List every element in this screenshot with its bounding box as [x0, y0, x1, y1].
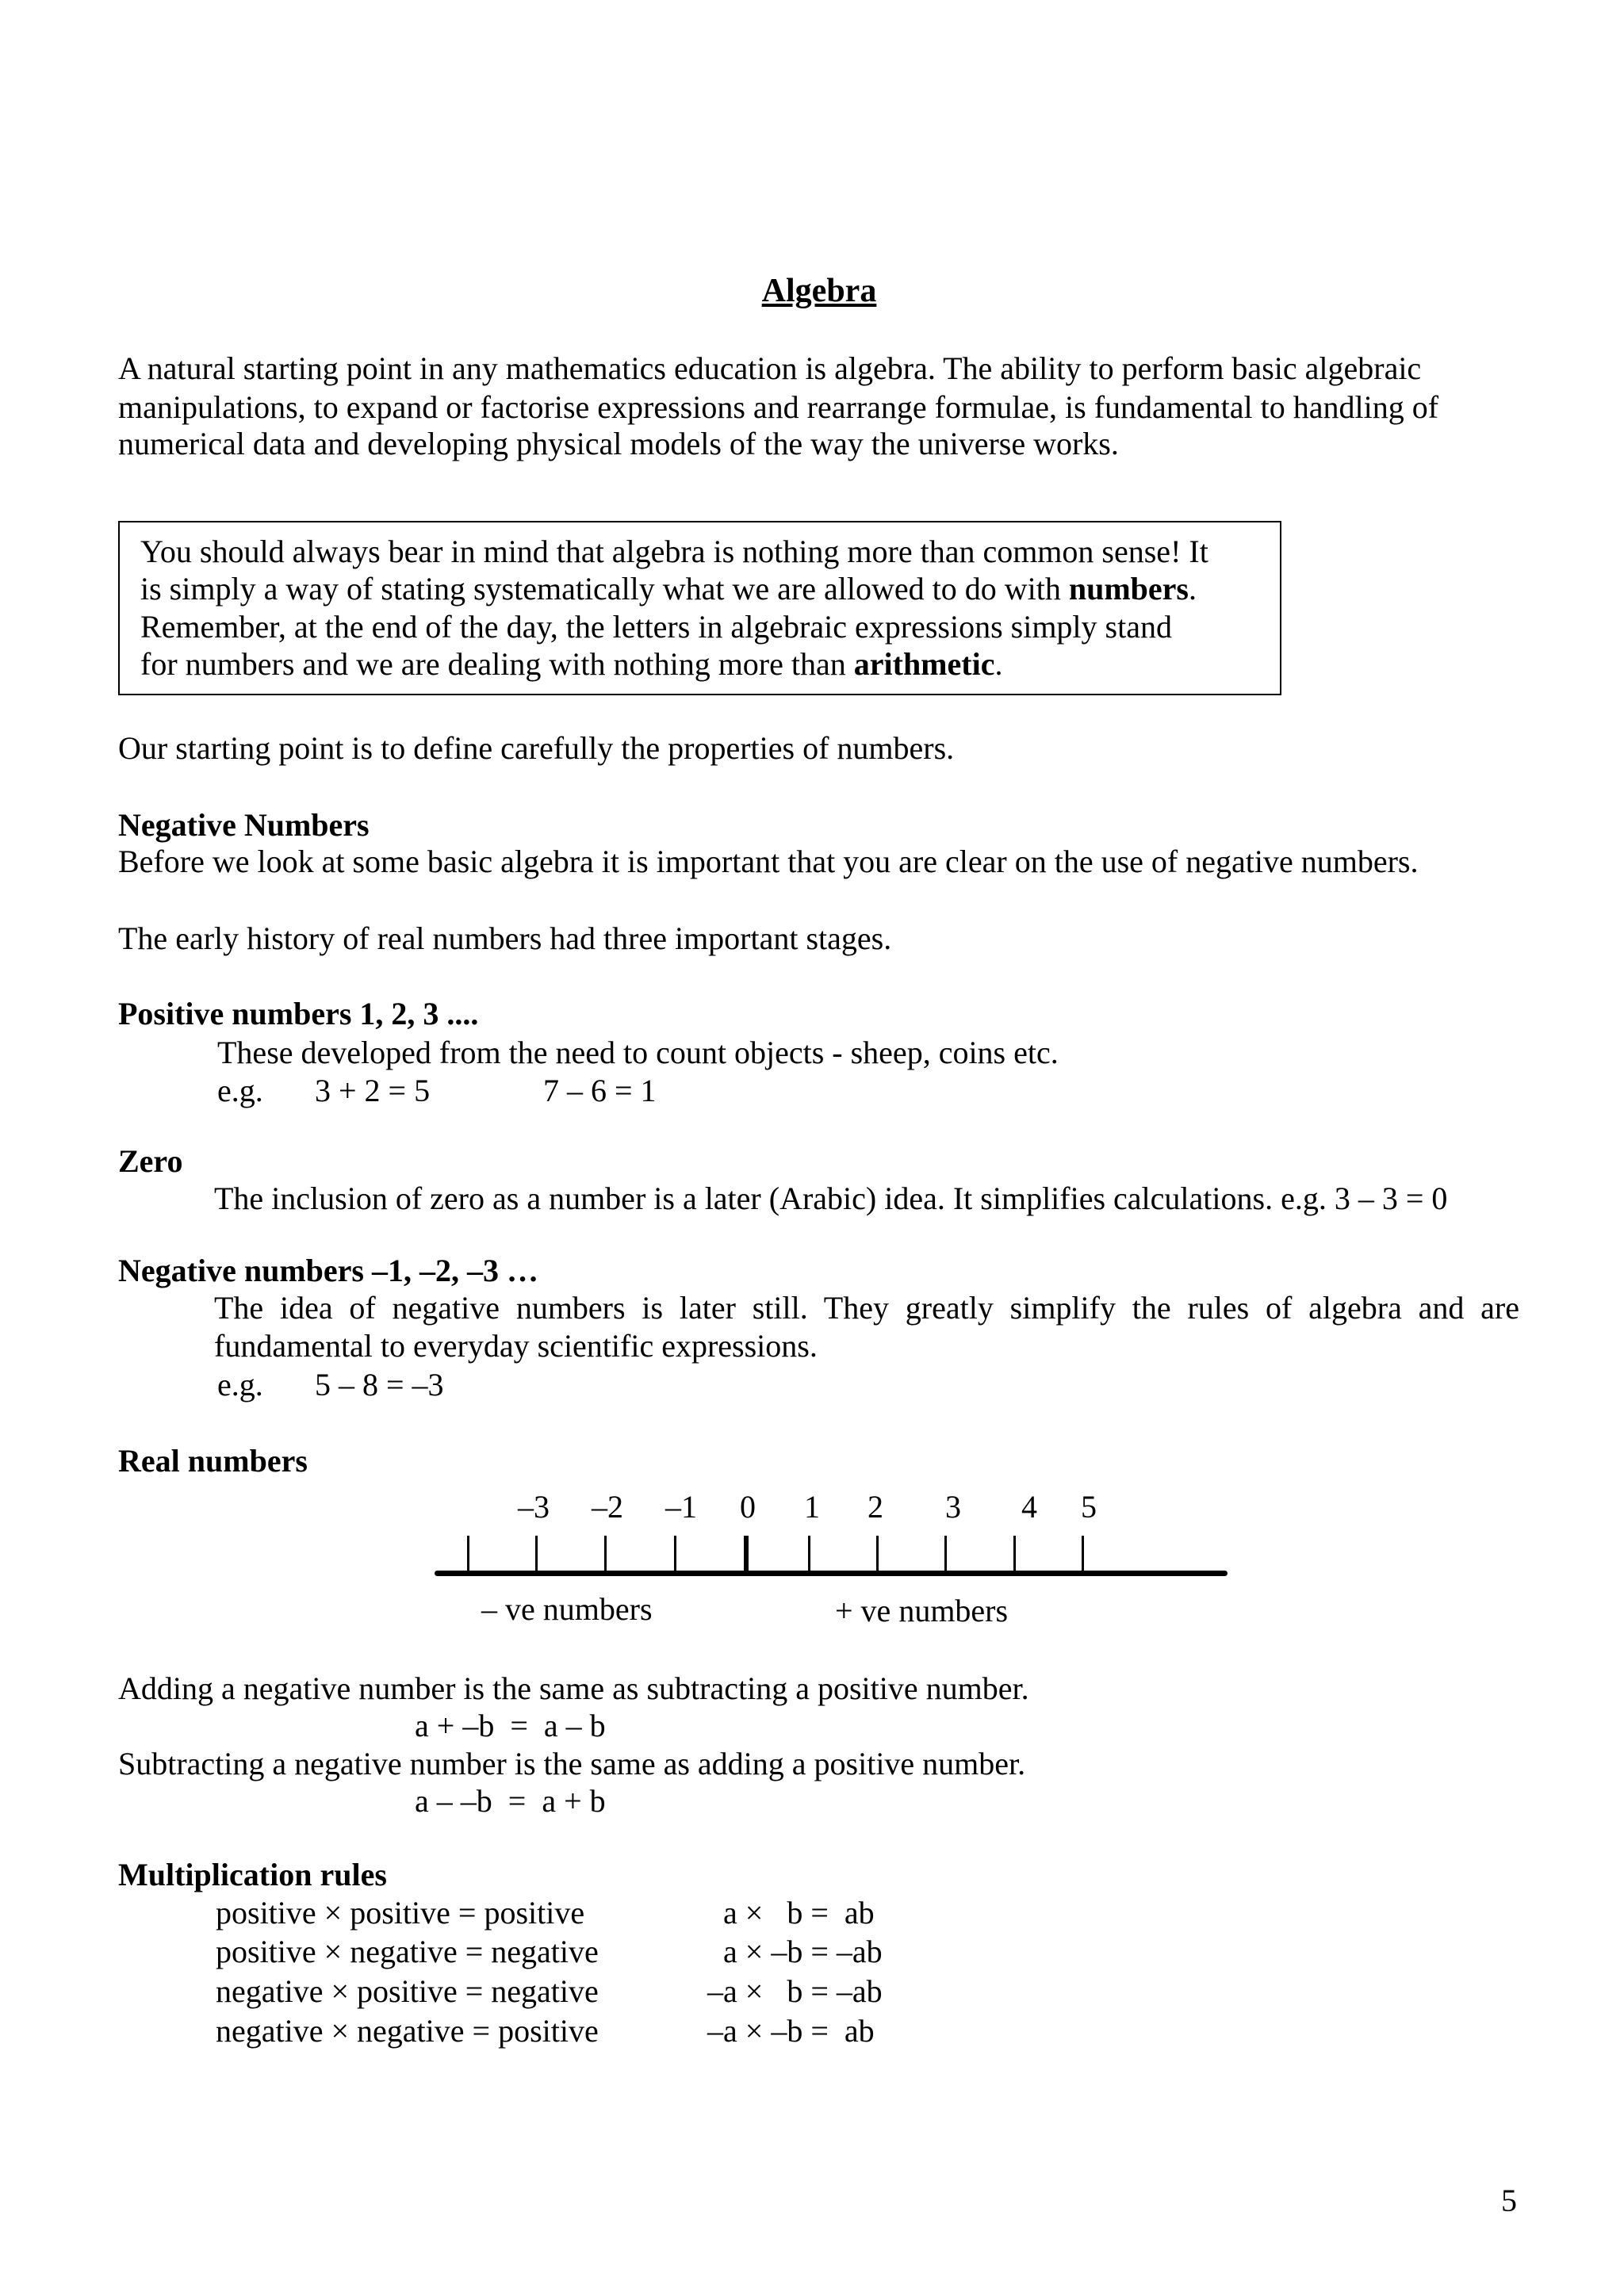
number-label: –1: [665, 1489, 697, 1525]
callout-text: for numbers and we are dealing with nothing more than: [140, 646, 854, 682]
rule-formula: –a × b = –ab: [707, 1973, 883, 2009]
number-label: 5: [1081, 1489, 1097, 1525]
number-label: 3: [945, 1489, 961, 1525]
positive-example-2: 7 – 6 = 1: [543, 1073, 657, 1108]
positive-region-label: + ve numbers: [835, 1593, 1009, 1628]
callout-text: .: [994, 646, 1003, 682]
positive-eg: e.g.: [217, 1073, 263, 1108]
rule-formula: a × –b = –ab: [707, 1934, 883, 1969]
number-label: 4: [1021, 1489, 1037, 1525]
adding-text: Adding a negative number is the same as subtracting a positive number.: [118, 1670, 1029, 1706]
rule-words: negative × positive = negative: [216, 1973, 599, 2009]
negative-numbers-heading: Negative Numbers: [118, 807, 370, 843]
intro-line-2: manipulations, to expand or factorise expressions and rearrange formulae, is fundamental to handling of: [118, 389, 1439, 425]
callout-bold-numbers: numbers: [1068, 571, 1189, 607]
real-numbers-heading: Real numbers: [118, 1443, 308, 1479]
tick-mark-zero: [744, 1536, 749, 1574]
number-line-axis: [435, 1571, 1228, 1576]
starting-point-text: Our starting point is to define carefully the properties of numbers.: [118, 730, 955, 766]
negative-text-2: fundamental to everyday scientific expressions.: [214, 1328, 818, 1364]
positive-example-1: 3 + 2 = 5: [315, 1073, 431, 1108]
number-label: 1: [804, 1489, 820, 1525]
multiplication-heading: Multiplication rules: [118, 1857, 387, 1892]
positive-heading: Positive numbers 1, 2, 3 ....: [118, 996, 479, 1031]
negative-region-label: – ve numbers: [481, 1591, 653, 1627]
intro-line-3: numerical data and developing physical models of the way the universe works.: [118, 426, 1119, 461]
subtracting-formula: a – –b = a + b: [415, 1783, 606, 1819]
rule-formula: a × b = ab: [707, 1895, 875, 1931]
page-number: 5: [1501, 2183, 1517, 2218]
negative-eg: e.g.: [217, 1367, 263, 1402]
tick-mark: [1013, 1536, 1016, 1574]
intro-line-1: A natural starting point in any mathematics education is algebra. The ability to perform basic algebraic: [118, 350, 1422, 386]
callout-line-4: [140, 645, 1002, 683]
number-label: –3: [518, 1489, 550, 1525]
rule-words: positive × negative = negative: [216, 1934, 599, 1969]
tick-mark: [808, 1536, 810, 1574]
rule-words: positive × positive = positive: [216, 1895, 585, 1931]
number-label: –2: [592, 1489, 623, 1525]
callout-text: is simply a way of stating systematically what we are allowed to do with: [140, 571, 1069, 607]
number-label: 2: [868, 1489, 883, 1525]
callout-line-2: [140, 570, 1197, 608]
page-title: Algebra: [761, 273, 877, 309]
negative-heading: Negative numbers –1, –2, –3 …: [118, 1253, 538, 1288]
positive-text: These developed from the need to count objects - sheep, coins etc.: [217, 1035, 1059, 1070]
rule-formula: –a × –b = ab: [707, 2013, 875, 2049]
adding-formula: a + –b = a – b: [415, 1708, 606, 1743]
number-label: 0: [740, 1489, 756, 1525]
callout-line-3: Remember, at the end of the day, the letters in algebraic expressions simply stand: [140, 609, 1172, 645]
history-text: The early history of real numbers had three important stages.: [118, 920, 892, 956]
zero-text: The inclusion of zero as a number is a later (Arabic) idea. It simplifies calculations. e.g. 3 – 3 = 0: [214, 1181, 1448, 1216]
tick-mark: [944, 1536, 947, 1574]
zero-heading: Zero: [118, 1143, 183, 1179]
tick-mark: [535, 1536, 538, 1574]
callout-bold-arithmetic: arithmetic: [853, 646, 995, 682]
tick-mark: [467, 1536, 469, 1574]
negative-example: 5 – 8 = –3: [315, 1367, 444, 1402]
tick-mark: [604, 1536, 607, 1574]
rule-words: negative × negative = positive: [216, 2013, 599, 2049]
tick-mark: [1082, 1536, 1084, 1574]
tick-mark: [876, 1536, 879, 1574]
callout-text: .: [1189, 571, 1197, 607]
callout-line-1: You should always bear in mind that algebra is nothing more than common sense! It: [140, 534, 1208, 569]
subtracting-text: Subtracting a negative number is the same as adding a positive number.: [118, 1746, 1026, 1781]
negative-text-1: The idea of negative numbers is later still. They greatly simplify the rules of algebra and are: [214, 1290, 1519, 1326]
tick-mark: [674, 1536, 676, 1574]
negative-numbers-text: Before we look at some basic algebra it is important that you are clear on the use of negative numbers.: [118, 844, 1419, 879]
